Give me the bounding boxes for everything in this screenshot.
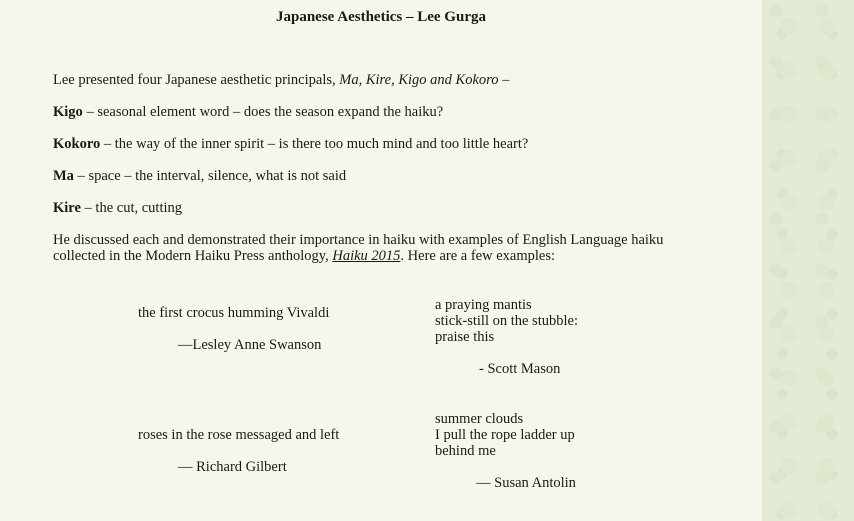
anthology-link[interactable]: Haiku 2015 — [332, 248, 401, 264]
principle-desc: – the cut, cutting — [80, 200, 182, 216]
haiku-line: behind me — [435, 443, 496, 459]
principle-ma — [53, 168, 346, 184]
haiku-line: summer clouds — [435, 411, 524, 427]
discussion-text: collected in the Modern Haiku Press anthology, — [53, 248, 333, 264]
principle-desc: – the way of the inner spirit – is there too much mind and too little heart? — [100, 136, 529, 152]
principle-kire — [53, 200, 182, 216]
intro-text: Lee presented four Japanese aesthetic principals, — [53, 72, 340, 88]
principle-term: Kigo — [53, 104, 83, 120]
intro-terms: Ma, Kire, Kigo and Kokoro — [339, 72, 499, 88]
page-title: Japanese Aesthetics – Lee Gurga — [276, 9, 486, 25]
principle-term: Kokoro — [53, 136, 101, 152]
discussion-text-end: . Here are a few examples: — [400, 248, 555, 264]
haiku-author: - Scott Mason — [479, 361, 561, 377]
haiku-author: — Susan Antolin — [476, 475, 576, 491]
principle-kigo — [53, 104, 443, 120]
haiku-line: praise this — [435, 329, 495, 345]
intro-paragraph — [53, 72, 509, 88]
principle-term: Ma — [53, 168, 74, 184]
discussion-line-1: He discussed each and demonstrated their importance in haiku with examples of English Language haiku — [53, 232, 664, 248]
background-texture — [762, 0, 854, 521]
principle-desc: – seasonal element word – does the season expand the haiku? — [82, 104, 444, 120]
principle-term: Kire — [53, 200, 81, 216]
haiku-author: — Richard Gilbert — [178, 459, 287, 475]
principle-desc: – space – the interval, silence, what is not said — [73, 168, 347, 184]
discussion-line-2 — [53, 248, 555, 264]
haiku-author: —Lesley Anne Swanson — [178, 337, 322, 353]
intro-dash: – — [498, 72, 510, 88]
haiku-line: a praying mantis — [435, 297, 532, 313]
haiku-line: I pull the rope ladder up — [435, 427, 575, 443]
haiku-line: the first crocus humming Vivaldi — [138, 305, 330, 321]
principle-kokoro — [53, 136, 528, 152]
haiku-line: stick-still on the stubble: — [435, 313, 578, 329]
haiku-line: roses in the rose messaged and left — [138, 427, 340, 443]
